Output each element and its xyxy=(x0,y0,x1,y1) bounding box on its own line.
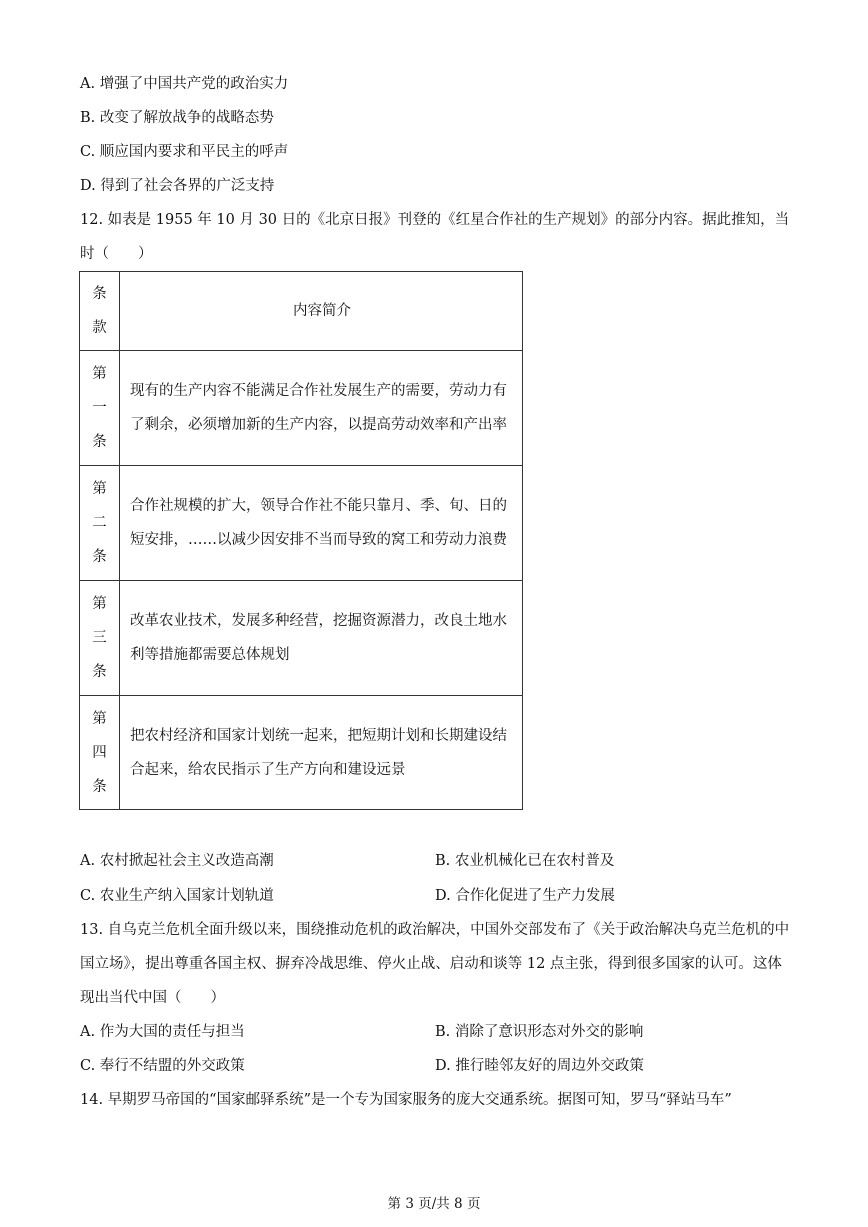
clause-char: 第 xyxy=(92,481,107,497)
table-row xyxy=(80,696,523,810)
clause-cell xyxy=(80,581,120,696)
clause-char: 第 xyxy=(92,710,107,727)
clause-char: 第 xyxy=(92,366,107,382)
q11-option-b: B. 改变了解放战争的战略态势 xyxy=(80,110,274,126)
q12-stem: 12. 如表是 1955 年 10 月 30 日的《北京日报》刊登的《红星合作社的生产规划》的部分内容。据此推知，当时（ ） xyxy=(80,212,790,262)
clause-char: 一 xyxy=(92,400,107,416)
clause-char: 三 xyxy=(92,630,107,646)
q12-option-a: A. 农村掀起社会主义改造高潮 xyxy=(80,853,274,869)
clause-char: 第 xyxy=(92,596,107,612)
clause-char: 条 xyxy=(92,549,107,565)
q12-option-c: C. 农业生产纳入国家计划轨道 xyxy=(80,888,274,904)
page-footer: 第 3 页/共 8 页 xyxy=(387,1196,481,1212)
clause-header-char: 条 xyxy=(92,286,107,302)
q11-option-c: C. 顺应国内要求和平民主的呼声 xyxy=(80,144,289,160)
production-plan-table xyxy=(79,271,523,810)
clause-char: 二 xyxy=(92,515,107,531)
table-row xyxy=(80,351,523,466)
q11-option-d: D. 得到了社会各界的广泛支持 xyxy=(80,178,275,194)
table-row xyxy=(80,466,523,581)
clause-char: 条 xyxy=(92,778,107,795)
clause-cell xyxy=(80,351,120,466)
table-row xyxy=(80,581,523,696)
q12-option-d: D. 合作化促进了生产力发展 xyxy=(435,888,615,904)
content-cell: 合作社规模的扩大，领导合作社不能只靠月、季、旬、日的短安排，……以减少因安排不当而导致的窝工和劳动力浪费 xyxy=(120,466,523,581)
clause-char: 四 xyxy=(92,744,107,761)
q13-stem: 13. 自乌克兰危机全面升级以来，围绕推动危机的政治解决，中国外交部发布了《关于政治解决乌克兰危机的中国立场》，提出尊重各国主权、摒弃冷战思维、停火止战、启动和谈等 12 点主张，得到很多国家的认可。这体现出当代中国（ ） xyxy=(80,922,790,1006)
clause-char: 条 xyxy=(92,434,107,450)
q11-option-a: A. 增强了中国共产党的政治实力 xyxy=(80,76,289,92)
clause-cell xyxy=(80,466,120,581)
content-cell: 把农村经济和国家计划统一起来，把短期计划和长期建设结合起来，给农民指示了生产方向和建设远景 xyxy=(120,696,523,810)
q13-option-d: D. 推行睦邻友好的周边外交政策 xyxy=(435,1058,644,1074)
clause-header xyxy=(80,272,120,351)
content-cell: 现有的生产内容不能满足合作社发展生产的需要，劳动力有了剩余，必须增加新的生产内容，以提高劳动效率和产出率 xyxy=(120,351,523,466)
clause-cell xyxy=(80,696,120,810)
table-header-row xyxy=(80,272,523,351)
q13-option-a: A. 作为大国的责任与担当 xyxy=(80,1024,245,1040)
clause-char: 条 xyxy=(92,664,107,680)
q12-option-b: B. 农业机械化已在农村普及 xyxy=(435,853,615,869)
q13-option-c: C. 奉行不结盟的外交政策 xyxy=(80,1058,245,1074)
clause-header-char: 款 xyxy=(92,320,107,336)
content-header: 内容简介 xyxy=(120,272,523,351)
q13-option-b: B. 消除了意识形态对外交的影响 xyxy=(435,1024,644,1040)
content-cell: 改革农业技术，发展多种经营，挖掘资源潜力，改良土地水利等措施都需要总体规划 xyxy=(120,581,523,696)
q14-stem: 14. 早期罗马帝国的“国家邮驿系统”是一个专为国家服务的庞大交通系统。据图可知，罗马“驿站马车” xyxy=(80,1092,732,1108)
